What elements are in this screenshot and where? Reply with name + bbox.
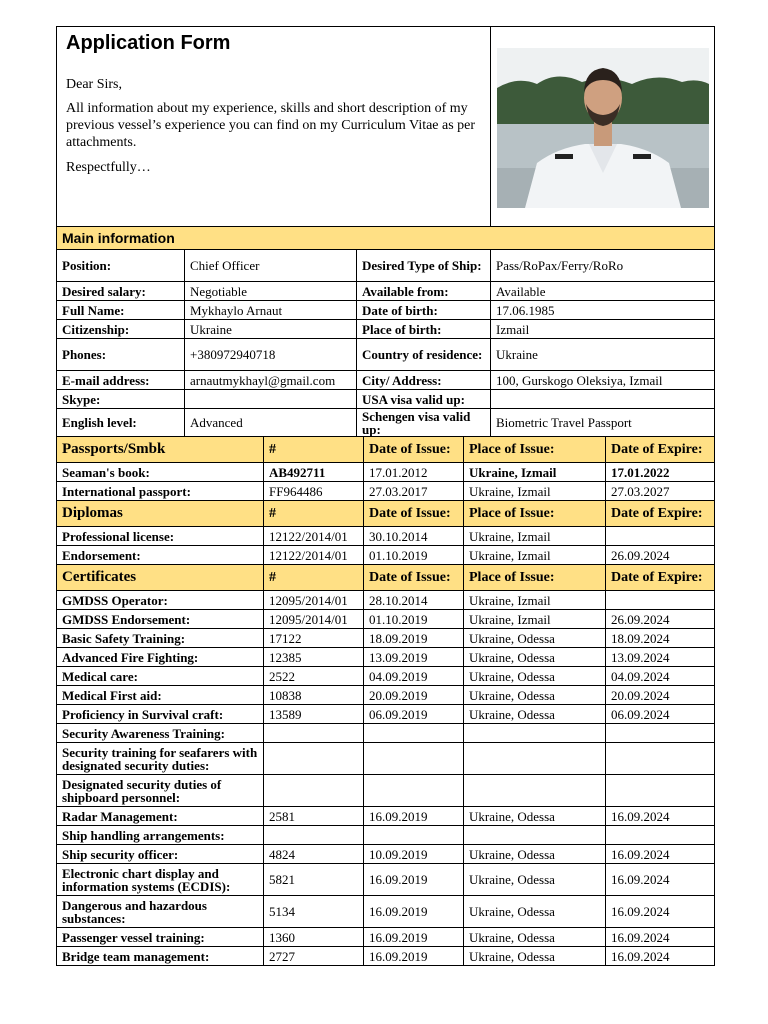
table-row — [57, 807, 715, 826]
place-of-issue: Ukraine, Odessa — [464, 896, 606, 928]
main-info-label: Country of residence: — [357, 339, 491, 371]
place-of-issue: Ukraine, Odessa — [464, 947, 606, 966]
place-of-issue: Ukraine, Odessa — [464, 928, 606, 947]
document-name: Endorsement: — [57, 546, 264, 565]
date-of-issue — [364, 743, 464, 775]
place-of-issue: Ukraine, Odessa — [464, 807, 606, 826]
document-number: 5821 — [264, 864, 364, 896]
column-header-date-of-expire: Date of Expire: — [606, 565, 715, 591]
main-info-label: E-mail address: — [57, 371, 185, 390]
main-info-label: Phones: — [57, 339, 185, 371]
document-name: International passport: — [57, 482, 264, 501]
document-name: Security Awareness Training: — [57, 724, 264, 743]
main-info-value — [185, 390, 357, 409]
place-of-issue: Ukraine, Izmail — [464, 610, 606, 629]
certificates-header-row — [57, 565, 715, 591]
document-number — [264, 724, 364, 743]
table-row — [57, 775, 715, 807]
main-info-label: Full Name: — [57, 301, 185, 320]
document-name: Designated security duties of shipboard personnel: — [57, 775, 264, 807]
place-of-issue: Ukraine, Izmail — [464, 546, 606, 565]
document-number: 1360 — [264, 928, 364, 947]
date-of-expire: 16.09.2024 — [606, 845, 715, 864]
table-row — [57, 896, 715, 928]
application-form — [56, 26, 714, 966]
main-info-value: Biometric Travel Passport — [491, 409, 715, 437]
main-info-label: Desired salary: — [57, 282, 185, 301]
date-of-issue: 16.09.2019 — [364, 864, 464, 896]
document-name: Radar Management: — [57, 807, 264, 826]
column-header-date-of-issue: Date of Issue: — [364, 437, 464, 463]
document-number: 4824 — [264, 845, 364, 864]
date-of-issue: 01.10.2019 — [364, 546, 464, 565]
main-info-label: Desired Type of Ship: — [357, 250, 491, 282]
date-of-issue: 20.09.2019 — [364, 686, 464, 705]
main-info-row — [57, 282, 715, 301]
document-number: 12122/2014/01 — [264, 546, 364, 565]
document-name: Medical care: — [57, 667, 264, 686]
main-info-row — [57, 320, 715, 339]
table-row — [57, 629, 715, 648]
main-info-value: Available — [491, 282, 715, 301]
table-row — [57, 864, 715, 896]
table-row — [57, 610, 715, 629]
diplomas-header-row — [57, 501, 715, 527]
main-info-row — [57, 250, 715, 282]
document-number: 10838 — [264, 686, 364, 705]
document-name: Security training for seafarers with designated security duties: — [57, 743, 264, 775]
document-name: Ship security officer: — [57, 845, 264, 864]
table-row — [57, 826, 715, 845]
date-of-issue — [364, 775, 464, 807]
place-of-issue — [464, 826, 606, 845]
main-info-value: 100, Gurskogo Oleksiya, Izmail — [491, 371, 715, 390]
date-of-issue: 01.10.2019 — [364, 610, 464, 629]
date-of-expire: 13.09.2024 — [606, 648, 715, 667]
column-header-date-of-issue: Date of Issue: — [364, 565, 464, 591]
place-of-issue: Ukraine, Odessa — [464, 648, 606, 667]
main-info-label: Available from: — [357, 282, 491, 301]
column-header-date-of-expire: Date of Expire: — [606, 437, 715, 463]
main-info-row — [57, 409, 715, 437]
document-name: Bridge team management: — [57, 947, 264, 966]
main-info-value: Mykhaylo Arnaut — [185, 301, 357, 320]
date-of-issue: 04.09.2019 — [364, 667, 464, 686]
table-row — [57, 705, 715, 724]
main-info-label: City/ Address: — [357, 371, 491, 390]
table-row — [57, 527, 715, 546]
document-number: 2581 — [264, 807, 364, 826]
main-info-label: Place of birth: — [357, 320, 491, 339]
table-row — [57, 686, 715, 705]
document-number: 2727 — [264, 947, 364, 966]
document-name: GMDSS Endorsement: — [57, 610, 264, 629]
document-name: Electronic chart display and information systems (ECDIS): — [57, 864, 264, 896]
main-info-label: Position: — [57, 250, 185, 282]
column-header-date-of-expire: Date of Expire: — [606, 501, 715, 527]
date-of-expire — [606, 724, 715, 743]
place-of-issue: Ukraine, Izmail — [464, 482, 606, 501]
document-number: 12122/2014/01 — [264, 527, 364, 546]
date-of-expire: 20.09.2024 — [606, 686, 715, 705]
date-of-expire: 16.09.2024 — [606, 864, 715, 896]
table-row — [57, 928, 715, 947]
main-info-row — [57, 371, 715, 390]
place-of-issue: Ukraine, Odessa — [464, 845, 606, 864]
document-number: AB492711 — [264, 463, 364, 482]
main-info-label: Citizenship: — [57, 320, 185, 339]
table-row — [57, 482, 715, 501]
portrait-photo — [497, 48, 709, 208]
table-row — [57, 947, 715, 966]
document-number — [264, 826, 364, 845]
document-number: FF964486 — [264, 482, 364, 501]
date-of-expire: 04.09.2024 — [606, 667, 715, 686]
date-of-expire: 17.01.2022 — [606, 463, 715, 482]
date-of-issue: 16.09.2019 — [364, 928, 464, 947]
main-info-value: Ukraine — [185, 320, 357, 339]
date-of-issue: 28.10.2014 — [364, 591, 464, 610]
document-number: 12385 — [264, 648, 364, 667]
main-info-label: Skype: — [57, 390, 185, 409]
date-of-expire: 16.09.2024 — [606, 947, 715, 966]
column-header-place-of-issue: Place of Issue: — [464, 501, 606, 527]
date-of-issue: 27.03.2017 — [364, 482, 464, 501]
date-of-expire: 16.09.2024 — [606, 896, 715, 928]
date-of-expire: 26.09.2024 — [606, 610, 715, 629]
date-of-expire: 16.09.2024 — [606, 807, 715, 826]
column-header-place-of-issue: Place of Issue: — [464, 565, 606, 591]
date-of-issue: 16.09.2019 — [364, 807, 464, 826]
document-name: Dangerous and hazardous substances: — [57, 896, 264, 928]
date-of-issue: 30.10.2014 — [364, 527, 464, 546]
document-number — [264, 775, 364, 807]
date-of-expire — [606, 743, 715, 775]
greeting: Dear Sirs, — [66, 77, 122, 92]
place-of-issue: Ukraine, Izmail — [464, 527, 606, 546]
column-header-date-of-issue: Date of Issue: — [364, 501, 464, 527]
main-info-row — [57, 339, 715, 371]
main-info-value: Advanced — [185, 409, 357, 437]
place-of-issue — [464, 724, 606, 743]
main-info-label: Date of birth: — [357, 301, 491, 320]
document-number: 13589 — [264, 705, 364, 724]
table-row — [57, 463, 715, 482]
table-row — [57, 743, 715, 775]
document-number: 17122 — [264, 629, 364, 648]
document-number: 2522 — [264, 667, 364, 686]
main-info-label: English level: — [57, 409, 185, 437]
main-info-row — [57, 390, 715, 409]
document-number: 12095/2014/01 — [264, 591, 364, 610]
passports-header-row — [57, 437, 715, 463]
intro-cell — [57, 27, 491, 227]
date-of-expire — [606, 591, 715, 610]
date-of-expire: 06.09.2024 — [606, 705, 715, 724]
main-info-value: Izmail — [491, 320, 715, 339]
document-name: Medical First aid: — [57, 686, 264, 705]
date-of-expire — [606, 527, 715, 546]
document-number — [264, 743, 364, 775]
intro-table — [56, 26, 715, 227]
place-of-issue: Ukraine, Izmail — [464, 463, 606, 482]
column-header-number: # — [264, 437, 364, 463]
diplomas-heading: Diplomas — [57, 501, 264, 527]
table-row — [57, 591, 715, 610]
column-header-place-of-issue: Place of Issue: — [464, 437, 606, 463]
document-name: Ship handling arrangements: — [57, 826, 264, 845]
document-number: 12095/2014/01 — [264, 610, 364, 629]
main-info-value — [491, 390, 715, 409]
main-info-value: Negotiable — [185, 282, 357, 301]
main-info-row — [57, 301, 715, 320]
main-info-value: arnautmykhayl@gmail.com — [185, 371, 357, 390]
main-info-heading: Main information — [57, 227, 715, 250]
document-name: Basic Safety Training: — [57, 629, 264, 648]
document-name: Professional license: — [57, 527, 264, 546]
date-of-issue — [364, 826, 464, 845]
main-info-label: Schengen visa valid up: — [357, 409, 491, 437]
document-name: Seaman's book: — [57, 463, 264, 482]
main-info-table — [56, 226, 715, 437]
date-of-issue: 17.01.2012 — [364, 463, 464, 482]
table-row — [57, 845, 715, 864]
form-title: Application Form — [66, 32, 231, 54]
place-of-issue: Ukraine, Izmail — [464, 591, 606, 610]
table-row — [57, 667, 715, 686]
date-of-expire — [606, 826, 715, 845]
photo-cell — [491, 27, 715, 227]
date-of-issue: 13.09.2019 — [364, 648, 464, 667]
date-of-issue: 18.09.2019 — [364, 629, 464, 648]
document-name: Passenger vessel training: — [57, 928, 264, 947]
table-row — [57, 546, 715, 565]
main-info-value: Ukraine — [491, 339, 715, 371]
document-name: GMDSS Operator: — [57, 591, 264, 610]
place-of-issue — [464, 775, 606, 807]
table-row — [57, 648, 715, 667]
documents-table — [56, 436, 715, 966]
main-info-value: +380972940718 — [185, 339, 357, 371]
place-of-issue: Ukraine, Odessa — [464, 864, 606, 896]
date-of-issue — [364, 724, 464, 743]
date-of-expire: 27.03.2027 — [606, 482, 715, 501]
date-of-issue: 16.09.2019 — [364, 896, 464, 928]
date-of-expire: 18.09.2024 — [606, 629, 715, 648]
date-of-issue: 06.09.2019 — [364, 705, 464, 724]
document-name: Proficiency in Survival craft: — [57, 705, 264, 724]
main-info-value: Chief Officer — [185, 250, 357, 282]
main-info-value: 17.06.1985 — [491, 301, 715, 320]
intro-text: All information about my experience, skills and short description of my previous vessel’s experience you can find on my Curriculum Vitae as per attachments. — [66, 101, 476, 150]
date-of-expire — [606, 775, 715, 807]
column-header-number: # — [264, 501, 364, 527]
place-of-issue: Ukraine, Odessa — [464, 705, 606, 724]
table-row — [57, 724, 715, 743]
place-of-issue: Ukraine, Odessa — [464, 667, 606, 686]
main-info-value: Pass/RoPax/Ferry/RoRo — [491, 250, 715, 282]
document-number: 5134 — [264, 896, 364, 928]
column-header-number: # — [264, 565, 364, 591]
date-of-issue: 16.09.2019 — [364, 947, 464, 966]
main-info-label: USA visa valid up: — [357, 390, 491, 409]
place-of-issue — [464, 743, 606, 775]
closing: Respectfully… — [66, 160, 151, 175]
date-of-expire: 16.09.2024 — [606, 928, 715, 947]
date-of-expire: 26.09.2024 — [606, 546, 715, 565]
place-of-issue: Ukraine, Odessa — [464, 686, 606, 705]
date-of-issue: 10.09.2019 — [364, 845, 464, 864]
certificates-heading: Certificates — [57, 565, 264, 591]
place-of-issue: Ukraine, Odessa — [464, 629, 606, 648]
passports-heading: Passports/Smbk — [57, 437, 264, 463]
document-name: Advanced Fire Fighting: — [57, 648, 264, 667]
